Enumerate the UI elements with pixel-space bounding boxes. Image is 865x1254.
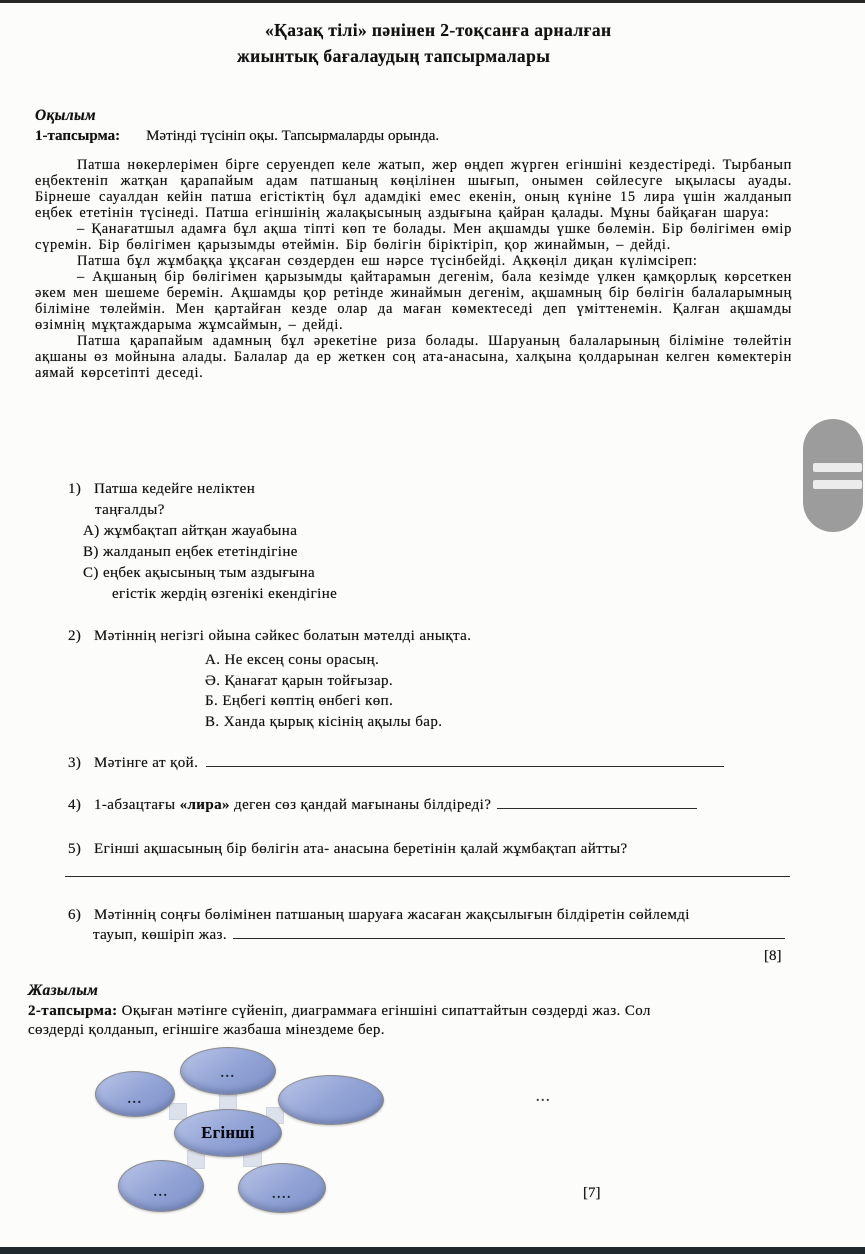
- page-top-border: [0, 0, 865, 3]
- page-title: «Қазақ тілі» пәнінен 2-тоқсанға арналған: [265, 20, 612, 40]
- question-6-number: 6): [68, 907, 82, 923]
- page-title-line2: жиынтық бағалаудың тапсырмалары: [237, 46, 551, 66]
- reading-paragraph: Патша бұл жұмбаққа ұқсаған сөздерден еш нәрсе түсінбейді. Ақкөңіл диқан күлімсіреп:: [77, 253, 698, 269]
- q2-option-b: Б. Еңбегі көптің өнбегі көп.: [205, 693, 394, 709]
- diagram-ellipse-bottom-left: [118, 1160, 204, 1212]
- question-6: [68, 905, 785, 945]
- highlighted-word: «лира»: [179, 797, 230, 813]
- answer-blank: [65, 862, 790, 877]
- task2-header: [28, 1002, 846, 1039]
- q2-option-a: А. Не ексең соны орасың.: [205, 652, 380, 668]
- question-3: 3) Мәтінге ат қой.: [68, 753, 724, 772]
- diagram-center-label: Егінші: [201, 1123, 255, 1142]
- task1-instruction: Мәтінді түсініп оқы. Тапсырмаларды орында.: [146, 128, 440, 144]
- drag-handle-bar-icon: [813, 480, 862, 489]
- question-4: 4) 1-абзацтағы «лира» деген сөз қандай мағынаны білдіреді?: [68, 795, 697, 814]
- diagram-dots-bottom-left: ...: [153, 1185, 169, 1200]
- reading-paragraph: Патша қарапайым адамның бұл әрекетіне риза болады. Шаруаның балаларының біліміне төлейтін ақшаны өз мойнына алады. Балалар да ер жеткен соң ата-анасына, халқына қолдарынан келген көмектерін аямай көрсетіпті деседі.: [35, 333, 792, 381]
- diagram-dots-top: ...: [220, 1066, 236, 1081]
- task2-instruction: Оқыған мәтінге сүйеніп, диаграммаға егіншіні сипаттайтын сөздерді жаз. Сол: [117, 1003, 651, 1019]
- question-5-number: 5): [68, 841, 82, 857]
- question-2-text: 2) Мәтіннің негізгі ойына сәйкес болатын мәтелді анықта.: [68, 628, 472, 644]
- question-1-options: [83, 521, 337, 605]
- question-3-number: 3): [68, 755, 82, 771]
- question-2-options: [205, 650, 471, 732]
- question-1-number: 1): [68, 481, 82, 497]
- diagram-dots-left: ...: [127, 1092, 143, 1107]
- q2-option-v: В. Ханда қырық кісінің ақылы бар.: [205, 713, 443, 730]
- question-5: 5) Егінші ақшасының бір бөлігін ата- анасына беретінін қалай жұмбақтап айтты?: [68, 841, 628, 857]
- answer-blank: [233, 925, 785, 939]
- q1-option-a: A) жұмбақтап айтқан жауабына: [83, 523, 298, 539]
- diagram-ellipse-center: [174, 1109, 282, 1157]
- question-6-text: 6) Мәтіннің соңғы бөлімінен патшаның шаруаға жасаған жақсылығын білдіретін сөйлемді: [68, 907, 690, 923]
- diagram-ellipse-bottom-right: [238, 1163, 326, 1213]
- question-1-text-line2: таңғалды?: [95, 502, 165, 518]
- task1-label: 1-тапсырма:: [35, 128, 121, 144]
- answer-blank: [206, 753, 724, 767]
- q2-option-a2: Ә. Қанағат қарын тойғызар.: [205, 672, 394, 689]
- question-1: [68, 479, 337, 605]
- answer-blank: [497, 795, 697, 809]
- diagram-dots-outside: ...: [536, 1090, 551, 1105]
- q1-option-d: егістік жердің өзгенікі екендігіне: [112, 586, 338, 602]
- diagram-dots-bottom-right: ....: [272, 1187, 292, 1202]
- question-1-text: 1) Патша кедейге неліктен: [68, 479, 337, 500]
- reading-score-badge: [8]: [764, 948, 782, 964]
- question-2-number: 2): [68, 628, 82, 644]
- question-2: [68, 626, 471, 732]
- task2-instruction-line2: сөздерді қолданып, егіншіге жазбаша мінездеме бер.: [28, 1021, 385, 1038]
- writing-score-badge: [7]: [583, 1185, 601, 1201]
- task2-label: 2-тапсырма:: [28, 1003, 118, 1019]
- section-label-reading: Оқылым: [35, 107, 96, 124]
- drag-handle[interactable]: [803, 419, 863, 532]
- drag-handle-bar-icon: [813, 463, 862, 472]
- q1-option-b: B) жалданып еңбек ететіндігіне: [83, 544, 298, 560]
- reading-text: [35, 157, 792, 381]
- diagram-ellipse-right: [278, 1075, 384, 1125]
- diagram-ellipse-top: [180, 1047, 276, 1095]
- task1-header: [35, 128, 439, 145]
- question-6-text-line2: тауып, көшіріп жаз.: [93, 925, 785, 945]
- reading-paragraph: Патша нөкерлерімен бірге серуендеп келе жатып, жер өңдеп жүрген егіншіні кездестіреді. Тырбанып еңбектеніп жатқан қарапайым адам патшаның көңілінен шығып, онымен сөйлесуге ықыласы ауады. Бірнеше сауалдан кейін патша егістіктің бұл адамдікі емес екенін, оның күніне 15 лира үшін жалданып еңбек ететінін түсінеді. Патша егіншінің жалақысының аздығына қайран қалады. Мұны байқаған шаруа:: [35, 157, 792, 221]
- question-4-number: 4): [68, 797, 82, 813]
- reading-paragraph: – Қанағатшыл адамға бұл ақша тіпті көп те болады. Мен ақшамды үшке бөлемін. Бір бөлігімен өмір сүремін. Бір бөлігімен қарызымды өтеймін. Бір бөлігін біріктіріп, қор жинаймын, – дейді.: [35, 221, 792, 253]
- page-bottom-border: [0, 1247, 865, 1254]
- reading-paragraph: – Ақшаның бір бөлігімен қарызымды қайтарамын дегенім, бала кезімде үлкен қамқорлық көрсеткен әкем мен шешеме беремін. Ақшамды қор ретінде жинаймын дегенім, ақшамның бір бөлігін балаларымның біліміне төлеймін. Мен қартайған кезде олар да маған көмектеседі деп үміттенемін. Қалған ақшамды өзімнің мұқтаждарыма жұмсаймын, – дейді.: [35, 269, 792, 333]
- q1-option-c: C) еңбек ақысының тым аздығына: [83, 565, 316, 581]
- diagram-ellipse-left: [95, 1071, 175, 1117]
- section-label-writing: Жазылым: [28, 982, 99, 999]
